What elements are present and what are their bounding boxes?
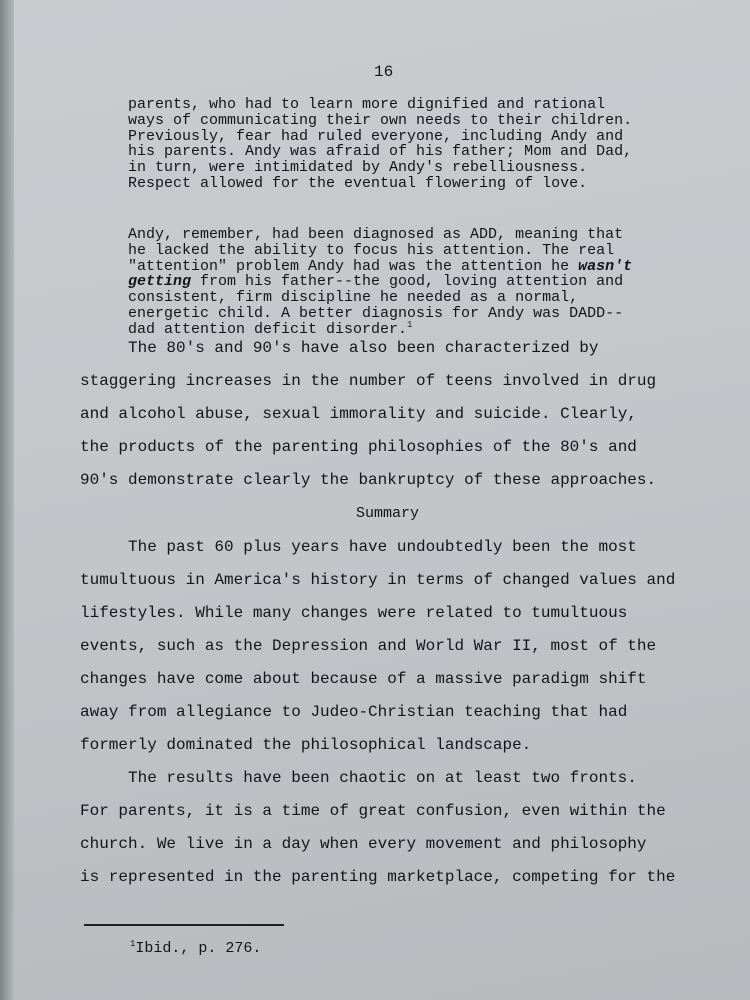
- body-line: staggering increases in the number of teens involved in drug: [80, 372, 657, 390]
- emphasis: wasn't: [578, 257, 633, 275]
- footnote-reference: 1: [407, 319, 413, 330]
- block-quote-paragraph-1: [128, 97, 632, 192]
- quote-line: consistent, firm discipline he needed as a normal,: [128, 289, 579, 307]
- body-line: changes have come about because of a massive paradigm shift: [80, 670, 647, 688]
- quote-line: Andy, remember, had been diagnosed as ADD, meaning that: [128, 226, 624, 243]
- quote-line: parents, who had to learn more dignified and rational: [128, 96, 606, 113]
- footnote-mark: 1: [130, 939, 136, 949]
- emphasis: getting: [128, 273, 192, 291]
- body-line: and alcohol abuse, sexual immorality and suicide. Clearly,: [80, 405, 637, 423]
- quote-line: he lacked the ability to focus his attention. The real: [128, 241, 615, 259]
- body-line: away from allegiance to Judeo-Christian teaching that had: [80, 703, 628, 721]
- quote-line: Previously, fear had ruled everyone, including Andy and: [128, 127, 624, 145]
- body-line: 90's demonstrate clearly the bankruptcy of these approaches.: [80, 471, 657, 489]
- body-line: For parents, it is a time of great confusion, even within the: [80, 802, 666, 820]
- body-line: the products of the parenting philosophies of the 80's and: [80, 438, 637, 456]
- section-heading: Summary: [356, 505, 420, 522]
- quote-line: "attention" problem Andy had was the attention he wasn't: [128, 257, 633, 275]
- body-line: tumultuous in America's history in terms of changed values and: [80, 571, 676, 589]
- body-line: The results have been chaotic on at least two fronts.: [128, 769, 637, 787]
- body-line: church. We live in a day when every movement and philosophy: [80, 835, 647, 853]
- body-line: formerly dominated the philosophical landscape.: [80, 736, 532, 754]
- quote-line: in turn, were intimidated by Andy's rebelliousness.: [128, 159, 588, 177]
- quote-line: getting from his father--the good, loving attention and: [128, 273, 624, 291]
- page-number: 16: [374, 63, 394, 81]
- footnote-divider: [84, 924, 284, 926]
- block-quote-paragraph-2: [128, 227, 632, 338]
- body-line: events, such as the Depression and World War II, most of the: [80, 637, 657, 655]
- quote-line: his parents. Andy was afraid of his father; Mom and Dad,: [128, 143, 633, 161]
- body-line: is represented in the parenting marketplace, competing for the: [80, 868, 676, 886]
- quote-line: Respect allowed for the eventual flowering of love.: [128, 174, 588, 192]
- body-line: The 80's and 90's have also been characterized by: [128, 339, 599, 357]
- footnote: [130, 940, 261, 957]
- book-binding-shadow: [0, 0, 14, 1000]
- body-line: The past 60 plus years have undoubtedly been the most: [128, 538, 637, 556]
- body-line: lifestyles. While many changes were related to tumultuous: [80, 604, 628, 622]
- quote-line: dad attention deficit disorder.$^1$: [128, 319, 413, 338]
- quote-line: energetic child. A better diagnosis for Andy was DADD--: [128, 304, 624, 322]
- quote-line: ways of communicating their own needs to their children.: [128, 111, 633, 129]
- footnote-text: Ibid., p. 276.: [135, 940, 262, 957]
